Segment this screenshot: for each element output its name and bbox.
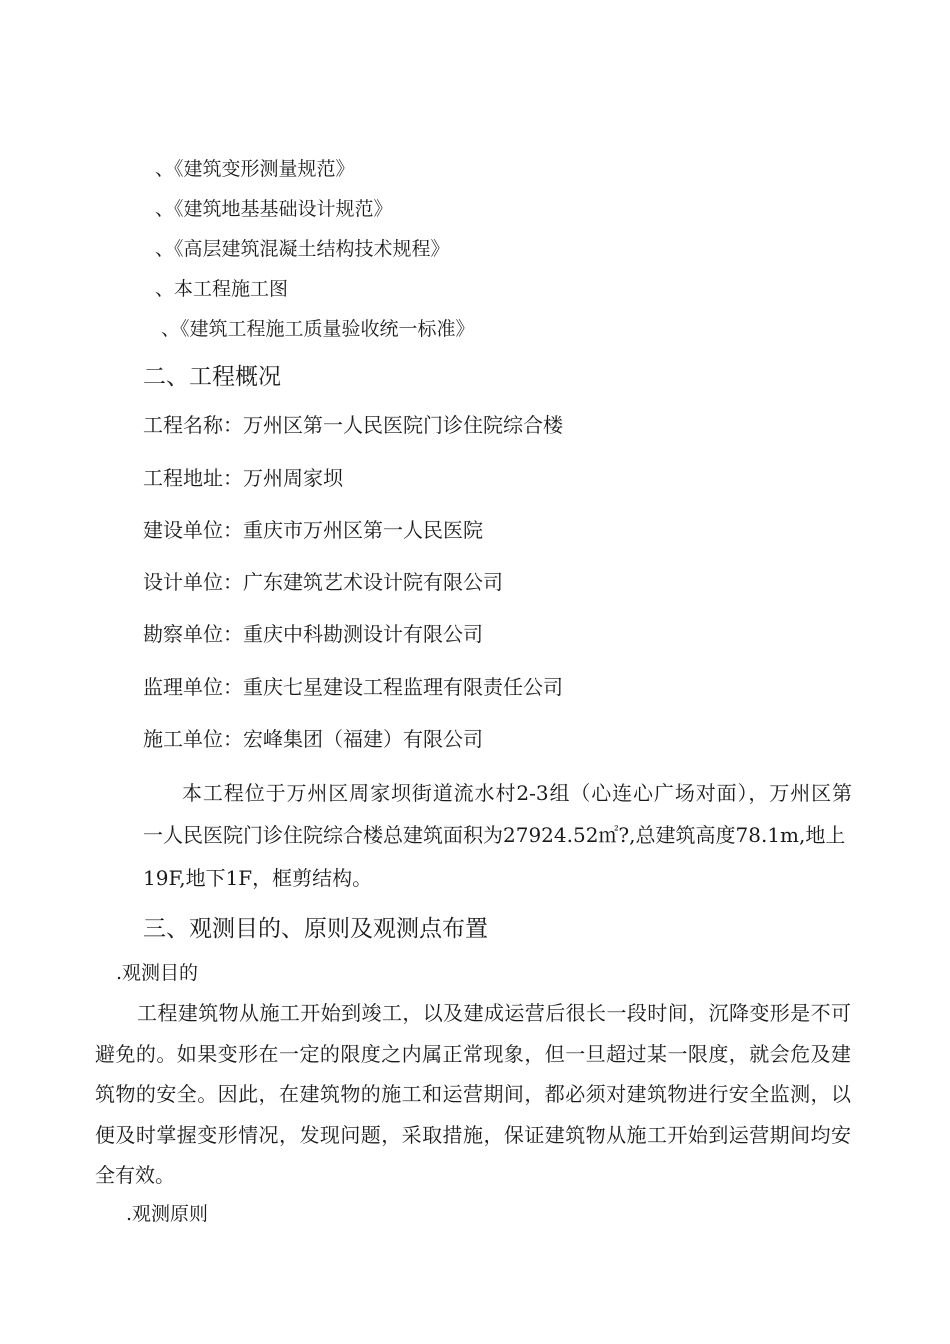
reference-item: 、《高层建筑混凝土结构技术规程》 [155, 238, 450, 260]
purpose-line: 便及时掌握变形情况，发现问题，采取措施，保证建筑物从施工开始到运营期间均安 [95, 1123, 851, 1147]
project-info-line: 设计单位：广东建筑艺术设计院有限公司 [143, 570, 503, 594]
project-info-line: 工程名称：万州区第一人民医院门诊住院综合楼 [143, 413, 563, 437]
subsection-heading: .观测原则 [126, 1203, 209, 1225]
purpose-line: 全有效。 [95, 1163, 175, 1187]
reference-item: 、《建筑变形测量规范》 [155, 158, 355, 180]
purpose-line: 工程建筑物从施工开始到竣工，以及建成运营后很长一段时间，沉降变形是不可 [137, 1001, 851, 1025]
description-line: 19F,地下1F，框剪结构。 [143, 866, 373, 890]
reference-item: 、《建筑地基基础设计规范》 [155, 198, 393, 220]
description-line: 本工程位于万州区周家坝街道流水村2-3组（心连心广场对面），万州区第 [182, 781, 852, 805]
description-line: 一人民医院门诊住院综合楼总建筑面积为27924.52㎡?,总建筑高度78.1m,地上 [143, 823, 846, 847]
subsection-heading: .观测目的 [116, 962, 199, 984]
section-heading: 三、观测目的、原则及观测点布置 [143, 916, 488, 942]
section-heading: 二、工程概况 [143, 364, 281, 390]
reference-item: 、本工程施工图 [155, 278, 289, 300]
project-info-line: 工程地址：万州周家坝 [143, 466, 343, 490]
project-info-line: 施工单位：宏峰集团（福建）有限公司 [143, 727, 483, 751]
project-info-line: 勘察单位：重庆中科勘测设计有限公司 [143, 622, 483, 646]
project-info-line: 建设单位：重庆市万州区第一人民医院 [143, 518, 483, 542]
reference-item: 、《建筑工程施工质量验收统一标准》 [161, 318, 475, 340]
purpose-line: 避免的。如果变形在一定的限度之内属正常现象，但一旦超过某一限度，就会危及建 [95, 1042, 851, 1066]
purpose-line: 筑物的安全。因此，在建筑物的施工和运营期间，都必须对建筑物进行安全监测，以 [95, 1082, 851, 1106]
project-info-line: 监理单位：重庆七星建设工程监理有限责任公司 [143, 675, 563, 699]
